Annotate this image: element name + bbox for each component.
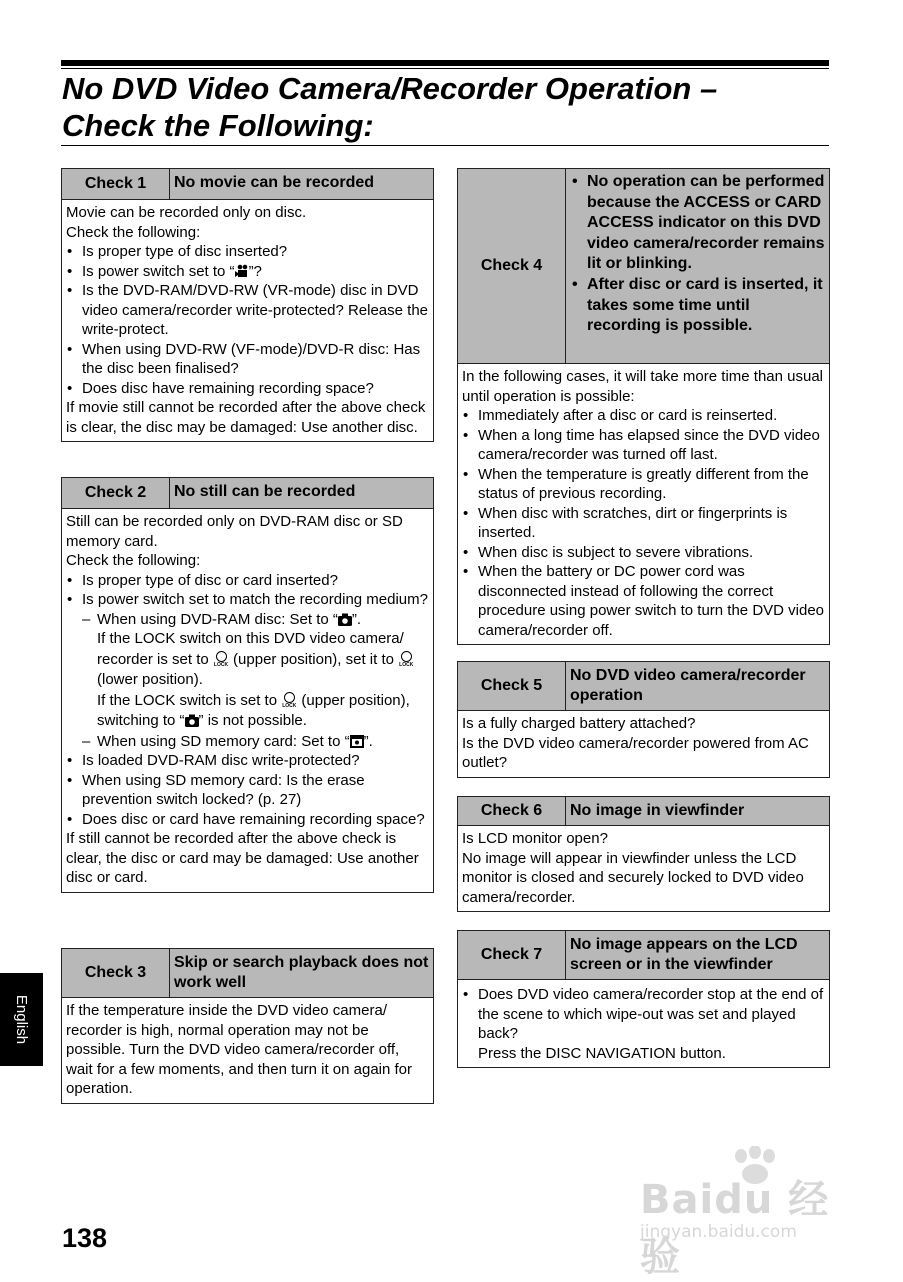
check-4-body (458, 364, 829, 644)
item-text: ”. (363, 732, 373, 750)
watermark-logo: Baidu 经验 (640, 1177, 830, 1280)
check-4-text: In the following cases, it will take more time than usual until operation is possible: (462, 368, 824, 405)
list-item (462, 985, 825, 1063)
item-text: When using DVD-RAM disc: Set to “ (97, 610, 338, 628)
check-2-list (66, 751, 429, 829)
list-item: • When the battery or DC power cord was disconnected instead of following the correct procedure using power switch to turn the DVD video camera/recorder off. (462, 562, 825, 640)
check-2-title: No still can be recorded (174, 483, 356, 500)
page-title (62, 70, 832, 144)
check-1-body (62, 200, 433, 441)
check-6-body (458, 826, 829, 911)
check-6-box (457, 796, 830, 912)
check-5-body (458, 711, 829, 777)
check-3-title: Skip or search playback does not work well (174, 954, 429, 991)
item-text: Does DVD video camera/recorder stop at the end of the scene to which wipe-out was set and played back? (478, 986, 824, 1042)
item-text: (lower position). (97, 671, 203, 688)
check-6-text: No image will appear in viewfinder unless the LCD monitor is closed and securely locked to DVD video camera/recorder. (462, 849, 804, 906)
movie-camera-icon (235, 264, 249, 278)
list-item: • When the temperature is greatly different from the status of previous recording. (462, 465, 825, 504)
check-1-text: Movie can be recorded only on disc. (66, 204, 307, 221)
list-item: • Is the DVD-RAM/DVD-RW (VR-mode) disc in DVD video camera/recorder write-protected? Release the write-protect. (66, 281, 429, 340)
check-6-title: No image in viewfinder (570, 802, 745, 819)
list-item: • Is loaded DVD-RAM disc write-protected? (66, 751, 429, 771)
lock-upper-icon: LOCK (213, 651, 229, 669)
check-7-list (462, 985, 825, 1063)
top-rule (61, 60, 829, 66)
check-3-box (61, 948, 434, 1104)
check-2-sublist (66, 732, 429, 752)
check-4-list (462, 406, 825, 640)
lock-upper-icon: LOCK (281, 692, 297, 710)
item-text: ”? (248, 262, 262, 280)
list-item (66, 732, 429, 752)
check-2-sublist (66, 610, 429, 630)
check-5-title: No DVD video camera/recorder operation (570, 667, 806, 704)
lock-lower-icon: LOCK (398, 651, 414, 669)
title-rule (61, 145, 829, 146)
sd-card-camera-icon (350, 735, 364, 748)
list-item: • Does disc have remaining recording space? (66, 379, 429, 399)
check-4-number: Check 4 (458, 169, 566, 363)
check-1-list (66, 242, 429, 398)
check-5-text: Is a fully charged battery attached? (462, 715, 696, 732)
check-7-number: Check 7 (458, 931, 566, 979)
check-6-header (458, 797, 829, 826)
check-2-subtext (66, 629, 429, 732)
list-item: • Is proper type of disc or card inserted? (66, 571, 429, 591)
check-3-text: If the temperature inside the DVD video camera/ recorder is high, normal operation may not be possible. Turn the DVD video camera/recorder off, wait for a few moments, and then turn it on again for operation. (66, 1002, 413, 1097)
check-7-box (457, 930, 830, 1068)
list-item: • When a long time has elapsed since the DVD video camera/recorder was turned off last. (462, 426, 825, 465)
check-2-text: Still can be recorded only on DVD-RAM disc or SD memory card. (66, 513, 403, 550)
check-1-text: If movie still cannot be recorded after the above check is clear, the disc may be damaged: Use another disc. (66, 399, 426, 436)
check-4-title-list (570, 172, 825, 337)
top-rule-thin (61, 68, 829, 69)
item-text: Is power switch set to “ (82, 262, 235, 280)
check-2-text: If still cannot be recorded after the above check is clear, the disc or card may be damaged: Use another disc or card. (66, 830, 419, 886)
list-item: • After disc or card is inserted, it takes some time until recording is possible. (570, 275, 825, 337)
check-5-text: Is the DVD video camera/recorder powered from AC outlet? (462, 734, 809, 771)
list-item: • Is power switch set to match the recording medium? (66, 590, 429, 610)
list-item (66, 262, 429, 282)
list-item: • When disc with scratches, dirt or fingerprints is inserted. (462, 504, 825, 543)
check-5-box (457, 661, 830, 778)
list-item (66, 610, 429, 630)
check-1-number: Check 1 (62, 169, 170, 199)
check-4-title (566, 169, 829, 363)
item-text: ”. (351, 610, 362, 628)
title-line-1: No DVD Video Camera/Recorder Operation – (62, 71, 718, 106)
check-7-body (458, 980, 829, 1067)
check-7-title: No image appears on the LCD screen or in the viewfinder (570, 936, 798, 973)
check-2-box (61, 477, 434, 893)
language-label: English (13, 994, 31, 1045)
watermark-url: jingyan.baidu.com (640, 1222, 797, 1242)
check-1-title: No movie can be recorded (174, 174, 375, 191)
item-text: (upper position), set it to (228, 650, 399, 668)
check-2-header (62, 478, 433, 509)
check-5-header (458, 662, 829, 711)
item-text: Press the DISC NAVIGATION button. (478, 1044, 726, 1062)
check-3-number: Check 3 (62, 949, 170, 997)
check-1-header (62, 169, 433, 200)
check-5-number: Check 5 (458, 662, 566, 710)
check-6-number: Check 6 (458, 797, 566, 825)
still-camera-icon (338, 613, 352, 626)
check-7-header (458, 931, 829, 980)
check-2-number: Check 2 (62, 478, 170, 508)
language-tab (0, 973, 43, 1066)
list-item: • Does disc or card have remaining recording space? (66, 810, 429, 830)
watermark (640, 1150, 850, 1280)
check-4-header (458, 169, 829, 364)
check-2-text: Check the following: (66, 552, 201, 569)
list-item: • Immediately after a disc or card is reinserted. (462, 406, 825, 426)
list-item: • When using SD memory card: Is the erase prevention switch locked? (p. 27) (66, 771, 429, 810)
list-item: • Is proper type of disc inserted? (66, 242, 429, 262)
check-6-text: Is LCD monitor open? (462, 830, 608, 847)
item-text: (upper position), switching to “ (97, 691, 410, 729)
title-line-2: Check the Following: (62, 108, 374, 143)
item-text: ” is not possible. (198, 712, 307, 729)
item-text: When using SD memory card: Set to “ (97, 732, 350, 750)
check-1-text: Check the following: (66, 223, 201, 241)
check-1-box (61, 168, 434, 442)
list-item: • When disc is subject to severe vibrations. (462, 543, 825, 563)
page-number: 138 (62, 1223, 108, 1253)
check-4-box (457, 168, 830, 645)
list-item: • When using DVD-RW (VF-mode)/DVD-R disc: Has the disc been finalised? (66, 340, 429, 379)
check-2-body (62, 509, 433, 892)
still-camera-icon (185, 714, 199, 727)
check-2-list (66, 571, 429, 610)
check-3-body (62, 998, 433, 1103)
item-text: If the LOCK switch is set to (97, 691, 282, 709)
item-text: If the LOCK switch on this DVD video camera/ recorder is set to (97, 630, 404, 668)
check-3-header (62, 949, 433, 998)
list-item: • No operation can be performed because the ACCESS or CARD ACCESS indicator on this DVD video camera/recorder remains lit or blinking. (570, 172, 825, 275)
